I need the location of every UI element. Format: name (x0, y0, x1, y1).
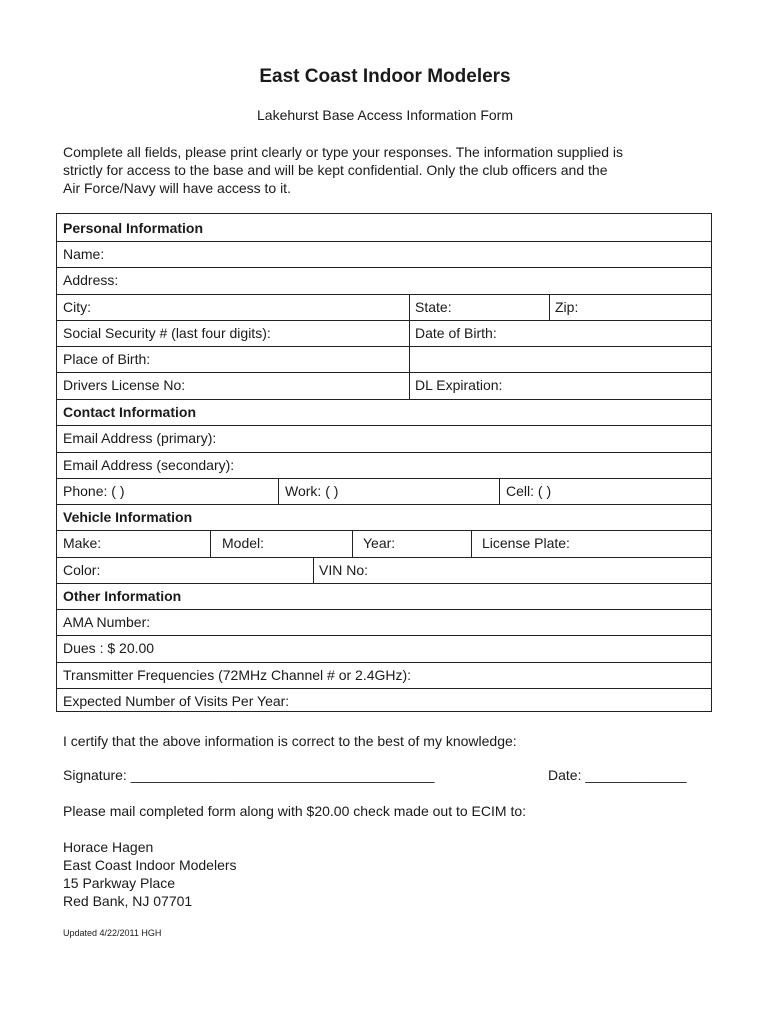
address-line: East Coast Indoor Modelers (63, 857, 237, 873)
intro-line: strictly for access to the base and will be kept confidential. Only the club officers and the (63, 162, 608, 178)
column-divider (499, 478, 500, 504)
ssn-field[interactable]: Social Security # (last four digits): (63, 325, 271, 341)
row-divider (57, 346, 711, 347)
date-line[interactable]: Date: _____________ (548, 767, 687, 783)
section-header-personal: Personal Information (63, 220, 204, 236)
expected-visits-field[interactable]: Expected Number of Visits Per Year: (63, 693, 290, 709)
model-field[interactable]: Model: (222, 535, 265, 551)
dues-field: Dues : $ 20.00 (63, 640, 155, 656)
row-divider (57, 635, 711, 636)
intro-line: Complete all fields, please print clearly or type your responses. The information supplied is (63, 144, 624, 160)
page-subtitle: Lakehurst Base Access Information Form (257, 107, 513, 123)
zip-field[interactable]: Zip: (555, 299, 579, 315)
email-primary-field[interactable]: Email Address (primary): (63, 430, 217, 446)
mail-instructions: Please mail completed form along with $20.00 check made out to ECIM to: (63, 803, 527, 819)
column-divider (549, 294, 550, 320)
column-divider (313, 557, 314, 583)
cell-phone-field[interactable]: Cell: ( ) (506, 483, 552, 499)
column-divider (210, 530, 211, 557)
transmitter-frequencies-field[interactable]: Transmitter Frequencies (72MHz Channel # or 2.4GHz): (63, 667, 412, 683)
phone-field[interactable]: Phone: ( ) (63, 483, 125, 499)
mailing-address (63, 838, 237, 910)
intro-paragraph (63, 143, 693, 197)
year-field[interactable]: Year: (363, 535, 396, 551)
address-field[interactable]: Address: (63, 272, 119, 288)
row-divider (57, 504, 711, 505)
state-field[interactable]: State: (415, 299, 452, 315)
access-form-table (56, 213, 712, 712)
place-of-birth-field[interactable]: Place of Birth: (63, 351, 151, 367)
row-divider (57, 452, 711, 453)
intro-line: Air Force/Navy will have access to it. (63, 180, 291, 196)
row-divider (57, 425, 711, 426)
work-phone-field[interactable]: Work: ( ) (285, 483, 339, 499)
section-header-vehicle: Vehicle Information (63, 509, 193, 525)
drivers-license-field[interactable]: Drivers License No: (63, 377, 186, 393)
row-divider (57, 662, 711, 663)
row-divider (57, 530, 711, 531)
license-plate-field[interactable]: License Plate: (482, 535, 570, 551)
address-line: Horace Hagen (63, 839, 154, 855)
row-divider (57, 267, 711, 268)
section-header-contact: Contact Information (63, 404, 196, 420)
row-divider (57, 557, 711, 558)
row-divider (57, 372, 711, 373)
column-divider (471, 530, 472, 557)
color-field[interactable]: Color: (63, 562, 101, 578)
signature-line[interactable]: Signature: _______________________________________ (63, 767, 435, 783)
column-divider (352, 530, 353, 557)
row-divider (57, 583, 711, 584)
row-divider (57, 478, 711, 479)
row-divider (57, 609, 711, 610)
dob-field[interactable]: Date of Birth: (415, 325, 497, 341)
ama-number-field[interactable]: AMA Number: (63, 614, 151, 630)
row-divider (57, 294, 711, 295)
row-divider (57, 399, 711, 400)
make-field[interactable]: Make: (63, 535, 102, 551)
column-divider (409, 294, 410, 399)
row-divider (57, 688, 711, 689)
address-line: Red Bank, NJ 07701 (63, 893, 193, 909)
row-divider (57, 241, 711, 242)
name-field[interactable]: Name: (63, 246, 105, 262)
row-divider (57, 320, 711, 321)
update-footer: Updated 4/22/2011 HGH (63, 928, 162, 938)
column-divider (278, 478, 279, 504)
city-field[interactable]: City: (63, 299, 91, 315)
page-title: East Coast Indoor Modelers (259, 66, 511, 87)
certification-statement: I certify that the above information is correct to the best of my knowledge: (63, 733, 517, 749)
email-secondary-field[interactable]: Email Address (secondary): (63, 457, 235, 473)
dl-expiration-field[interactable]: DL Expiration: (415, 377, 503, 393)
address-line: 15 Parkway Place (63, 875, 176, 891)
vin-field[interactable]: VIN No: (319, 562, 369, 578)
section-header-other: Other Information (63, 588, 182, 604)
